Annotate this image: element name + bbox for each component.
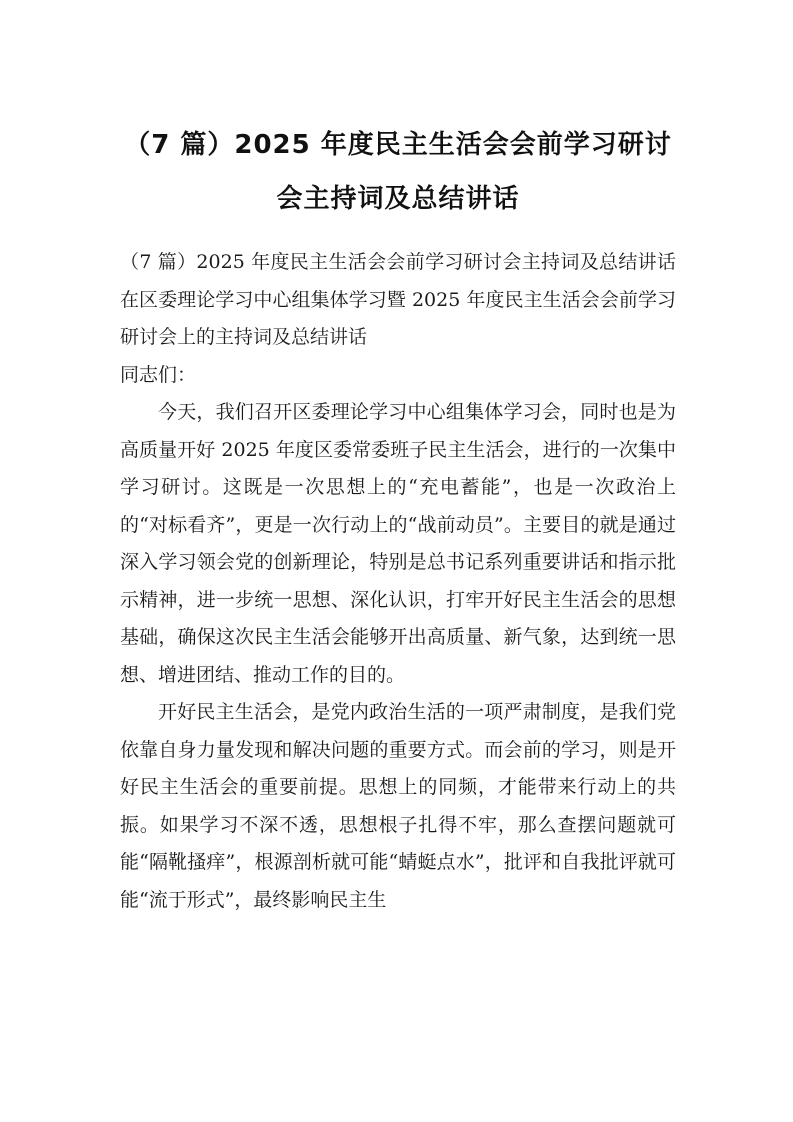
salutation: 同志们： (120, 363, 197, 386)
body-paragraph-2: 开好民主生活会，是党内政治生活的一项严肃制度，是我们党依靠自身力量发现和解决问题的重要方式。而会前的学习，则是开好民主生活会的重要前提。思想上的同频，才能带来行动上的共振。如果学习不深不透，思想根子扎得不牢，那么查摆问题就可能“隔靴搔痒”，根源剖析就可能“蜻蜓点水”，批评和自我批评就可能“流于形式”，最终影响民主生 (120, 701, 676, 911)
document-title (118, 118, 678, 226)
title-line-1: （7 篇）2025 年度民主生活会会前学习研讨 (124, 130, 672, 160)
title-line-2: 会主持词及总结讲话 (276, 184, 520, 214)
document-body (120, 244, 676, 919)
body-paragraph-1: 今天，我们召开区委理论学习中心组集体学习会，同时也是为高质量开好 2025 年度区委常委班子民主生活会，进行的一次集中学习研讨。这既是一次思想上的“充电蓄能”，也是一次政治上的“对标看齐”，更是一次行动上的“战前动员”。主要目的就是通过深入学习领会党的创新理论，特别是总书记系列重要讲话和指示批示精神，进一步统一思想、深化认识，打牢开好民主生活会的思想基础，确保这次民主生活会能够开出高质量、新气象，达到统一思想、增进团结、推动工作的目的。 (120, 401, 676, 686)
intro-paragraph: （7 篇）2025 年度民主生活会会前学习研讨会主持词及总结讲话在区委理论学习中心组集体学习暨 2025 年度民主生活会会前学习研讨会上的主持词及总结讲话 (120, 251, 676, 348)
